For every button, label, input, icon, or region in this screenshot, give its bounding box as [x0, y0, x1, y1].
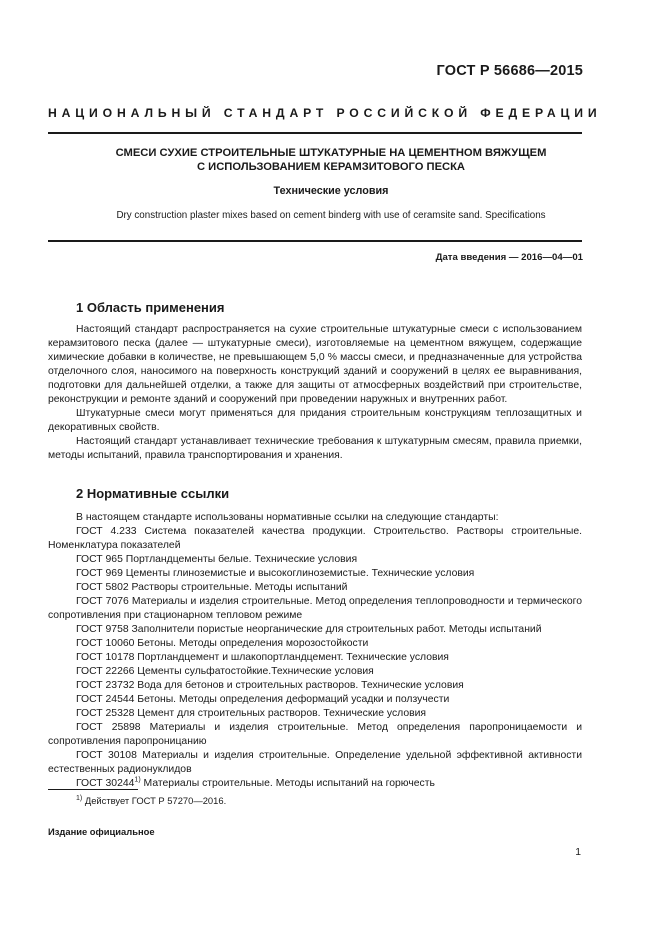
document-subtitle: Технические условия — [273, 185, 389, 197]
reference-item: ГОСТ 10178 Портландцемент и шлакопортландцемент. Технические условия — [76, 652, 449, 663]
reference-item: ГОСТ 9758 Заполнители пористые неорганические для строительных работ. Методы испытаний — [76, 624, 542, 635]
reference-item: ГОСТ 25328 Цемент для строительных растворов. Технические условия — [76, 708, 427, 719]
section-1-paragraph: Настоящий стандарт устанавливает технические требования к штукатурным смесям, правила приемки, методы испытаний, правила транспортирования и хранения. — [48, 436, 582, 461]
section-2-body — [48, 511, 582, 791]
footnote-number: 1) — [76, 794, 83, 802]
top-rule — [48, 132, 582, 134]
reference-item: ГОСТ 5802 Растворы строительные. Методы испытаний — [76, 582, 348, 593]
reference-item: ГОСТ 10060 Бетоны. Методы определения морозостойкости — [76, 638, 369, 649]
doc-number: ГОСТ Р 56686—2015 — [436, 63, 583, 79]
title-line-1: СМЕСИ СУХИЕ СТРОИТЕЛЬНЫЕ ШТУКАТУРНЫЕ НА ЦЕМЕНТНОМ ВЯЖУЩЕМ — [115, 147, 547, 159]
section-2-heading: 2 Нормативные ссылки — [76, 486, 230, 501]
section-1-paragraph: Настоящий стандарт распространяется на сухие строительные штукатурные смеси с использованием керамзитового песка (далее — штукатурные смеси), изготовляемые на цементном вяжущем, содержащие химические добавки в количестве, не превышающем 5,0 % массы смеси, и предназначенные для устройства отделочного слоя, наносимого на поверхность конструкций зданий и сооружений в целях ее выравнивания, подготовки для дальнейшей отделки, а также для защиты от атмосферных воздействий при строительстве, реконструкции и ремонте зданий и сооружений при проведении наружных и внутренних работ. — [48, 324, 582, 405]
document-title — [48, 146, 614, 174]
reference-code: ГОСТ 30244 — [76, 778, 135, 789]
reference-text: Материалы строительные. Методы испытаний на горючесть — [143, 778, 435, 789]
footnote-text: Действует ГОСТ Р 57270—2016. — [84, 795, 227, 806]
reference-item: ГОСТ 30108 Материалы и изделия строительные. Определение удельной эффективной активности естественных радионуклидов — [48, 750, 582, 775]
reference-item: ГОСТ 25898 Материалы и изделия строительные. Метод определения паропроницаемости и сопротивления паропроницанию — [48, 722, 582, 747]
reference-item: ГОСТ 23732 Вода для бетонов и строительных растворов. Технические условия — [76, 680, 464, 691]
reference-item: ГОСТ 965 Портландцементы белые. Технические условия — [76, 554, 358, 565]
reference-item: ГОСТ 4.233 Система показателей качества продукции. Строительство. Растворы строительные. Номенклатура показателей — [48, 526, 582, 551]
national-standard-banner: НАЦИОНАЛЬНЫЙ СТАНДАРТ РОССИЙСКОЙ ФЕДЕРАЦИИ — [48, 106, 602, 120]
reference-item: ГОСТ 969 Цементы глиноземистые и высокоглиноземистые. Технические условия — [76, 568, 475, 579]
title-rule — [48, 240, 582, 242]
introduction-date: Дата введения — 2016—04—01 — [435, 252, 583, 263]
edition-label: Издание официальное — [48, 826, 155, 837]
reference-item: ГОСТ 24544 Бетоны. Методы определения деформаций усадки и ползучести — [76, 694, 450, 705]
page-number: 1 — [575, 847, 581, 858]
section-2-intro: В настоящем стандарте использованы нормативные ссылки на следующие стандарты: — [76, 512, 499, 523]
section-1-body — [48, 323, 582, 463]
footnote-marker[interactable]: 1) — [134, 776, 141, 784]
title-line-2: С ИСПОЛЬЗОВАНИЕМ КЕРАМЗИТОВОГО ПЕСКА — [196, 161, 466, 173]
section-1-paragraph: Штукатурные смеси могут применяться для придания строительным конструкциям теплозащитных и декоративных свойств. — [48, 408, 582, 433]
footnote — [76, 795, 226, 806]
reference-item: ГОСТ 7076 Материалы и изделия строительные. Метод определения теплопроводности и термического сопротивления при стационарном тепловом режиме — [48, 596, 582, 621]
section-1-heading: 1 Область применения — [76, 300, 225, 315]
reference-item: ГОСТ 22266 Цементы сульфатостойкие.Технические условия — [76, 666, 374, 677]
footnote-rule — [48, 789, 138, 790]
english-title: Dry construction plaster mixes based on cement binderg with use of ceramsite sand. Specifications — [116, 210, 546, 221]
